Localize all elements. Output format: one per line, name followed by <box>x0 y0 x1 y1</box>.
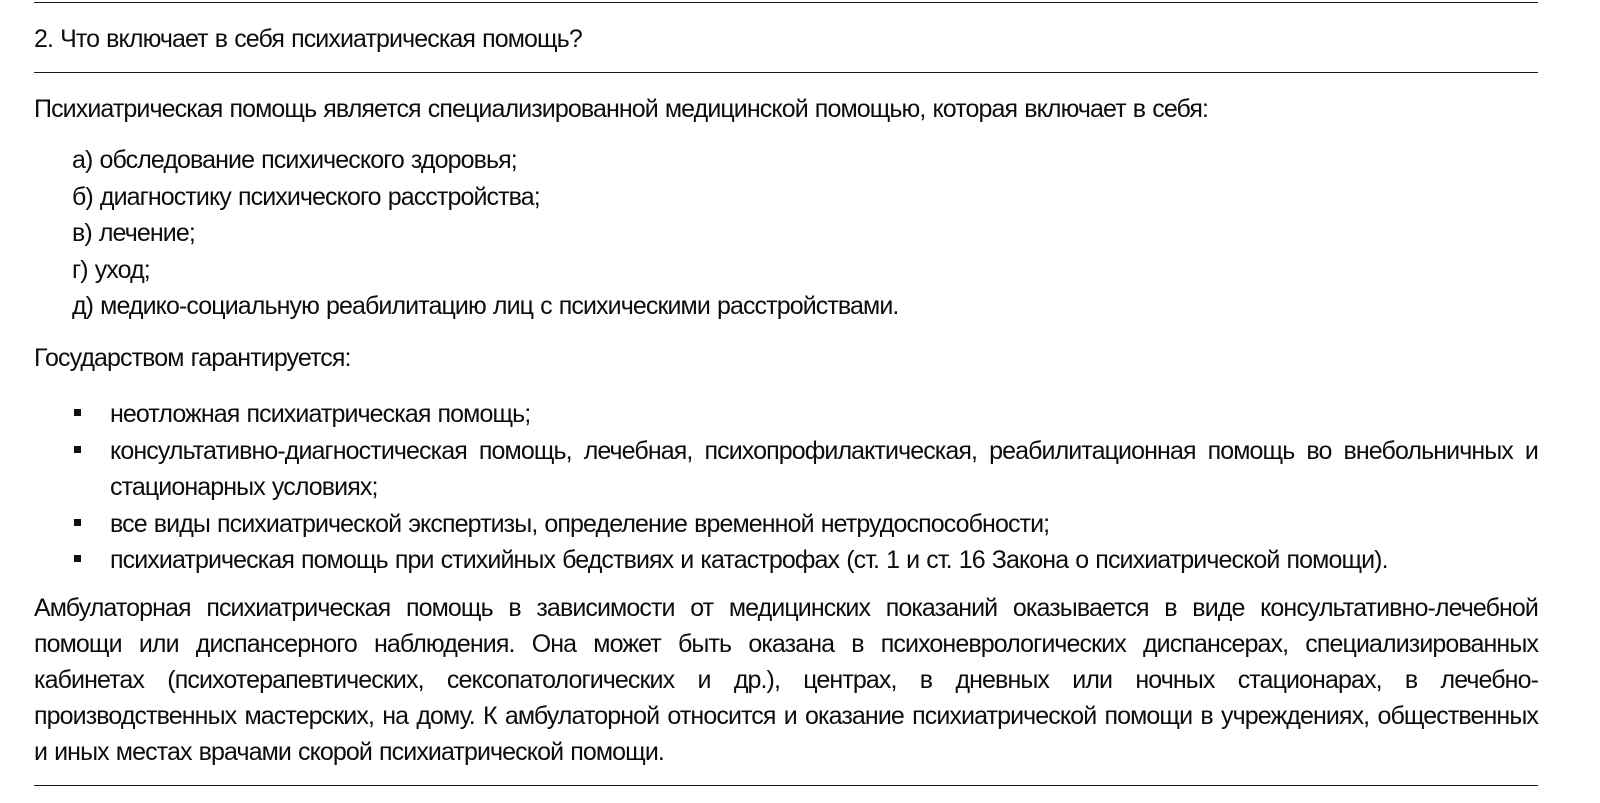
square-bullet-icon <box>74 409 81 416</box>
bullet-list-item <box>34 542 1538 579</box>
list-item: а) обследование психического здоровья; <box>72 146 517 174</box>
guarantee-heading: Государством гарантируется: <box>34 344 351 372</box>
list-item: в) лечение; <box>72 219 195 247</box>
bottom-divider <box>34 785 1538 786</box>
outpatient-paragraph: Амбулаторная психиатрическая помощь в зависимости от медицинских показаний оказывается в виде консультативно-лечебной помощи или диспансерного наблюдения. Она может быть оказана в психоневрологических диспансерах, специализированных кабинетах (психотерапевтических, сексопатологических и др.), центрах, в дневных или ночных стационарах, в лечебно-производственных мастерских, на дому. К амбулаторной относится и оказание психиатрической помощи в учреждениях, общественных и иных местах врачами скорой психиатрической помощи. <box>34 594 1538 767</box>
bullet-text: неотложная психиатрическая помощь; <box>110 400 531 428</box>
square-bullet-icon <box>74 555 81 562</box>
care-components-list <box>72 145 898 328</box>
bullet-list-item <box>34 433 1538 506</box>
bullet-list-item <box>34 396 1538 433</box>
list-item: г) уход; <box>72 255 150 284</box>
square-bullet-icon <box>74 519 81 526</box>
intro-paragraph: Психиатрическая помощь является специализированной медицинской помощью, которая включает в себя: <box>34 95 1209 123</box>
bullet-list-item <box>34 506 1538 543</box>
bullet-text: все виды психиатрической экспертизы, определение временной нетрудоспособности; <box>110 509 1050 538</box>
bullet-text: психиатрическая помощь при стихийных бедствиях и катастрофах (ст. 1 и ст. 16 Закона о психиатрической помощи). <box>110 546 1388 574</box>
bullet-text: консультативно-диагностическая помощь, лечебная, психопрофилактическая, реабилитационная помощь во внебольничных и стационарных условиях; <box>110 436 1538 501</box>
list-item: д) медико-социальную реабилитацию лиц с психическими расстройствами. <box>72 292 899 320</box>
top-divider <box>34 2 1538 3</box>
list-item: б) диагностику психического расстройства; <box>72 182 540 211</box>
guarantee-list <box>34 396 1538 579</box>
heading-divider <box>34 72 1538 73</box>
square-bullet-icon <box>74 446 81 453</box>
question-heading: 2. Что включает в себя психиатрическая помощь? <box>34 25 582 53</box>
